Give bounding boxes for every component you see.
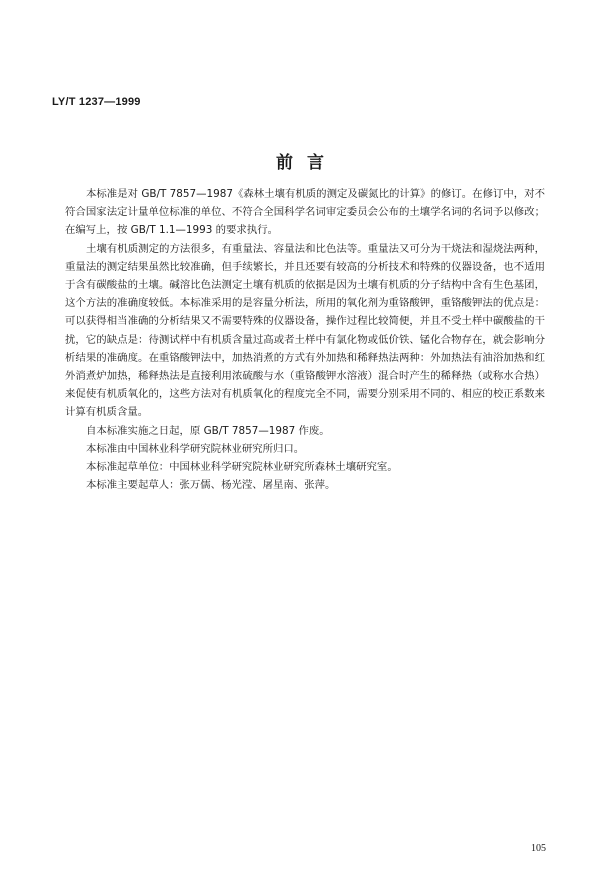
page-number: 105 [531,843,546,854]
document-code: LY/T 1237—1999 [52,96,141,108]
page-title: 前言 [276,153,338,173]
paragraph-administered-by: 本标准由中国林业科学研究院林业研究所归口。 [86,442,305,455]
paragraph-methods: 土壤有机质测定的方法很多，有重量法、容量法和比色法等。重量法又可分为干烧法和湿烧法两种，重量法的测定结果虽然比较准确，但手续繁长，并且还要有较高的分析技术和特殊的仪器设备，也不适用于含有碳酸盐的土壤。碱溶比色法测定土壤有机质的依据是因为土壤有机质的分子结构中含有生色基团，这个方法的准确度较低。本标准采用的是容量分析法，所用的氧化剂为重铬酸钾，重铬酸钾法的优点是：可以获得相当准确的分析结果又不需要特殊的仪器设备，操作过程比较简便，并且不受土样中碳酸盐的干扰，它的缺点是：待测试样中有机质含量过高或者土样中有氯化物或低价铁、锰化合物存在，就会影响分析结果的准确度。在重铬酸钾法中，加热消煮的方式有外加热和稀释热法两种：外加热法有油浴加热和红外消煮炉加热，稀释热法是直接利用浓硫酸与水（重铬酸钾水溶液）混合时产生的稀释热（或称水合热）来促使有机质氧化的，这些方法对有机质氧化的程度完全不同，需要分别采用不同的、相应的校正系数来计算有机质含量。 [65,242,545,419]
paragraph-drafting-unit: 本标准起草单位：中国林业科学研究院林业研究所森林土壤研究室。 [86,461,398,474]
foreword-body [65,185,545,494]
paragraph-drafters: 本标准主要起草人：张万儒、杨光滢、屠星南、张萍。 [86,479,336,492]
paragraph-supersedes: 自本标准实施之日起，原 GB/T 7857—1987 作废。 [86,424,330,437]
paragraph-revision-note: 本标准是对 GB/T 7857—1987《森林土壤有机质的测定及碳氮比的计算》的修订。在修订中，对不符合国家法定计量单位标准的单位、不符合全国科学名词审定委员会公布的土壤学名词的名词予以修改；在编写上，按 GB/T 1.1—1993 的要求执行。 [65,188,545,237]
